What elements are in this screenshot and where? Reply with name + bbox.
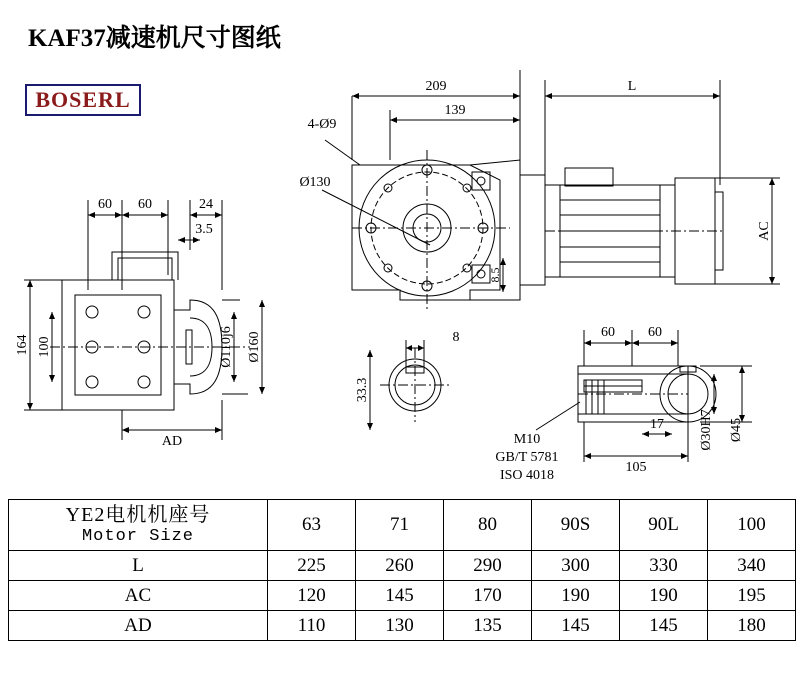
header-size-2: 80 [444,500,532,551]
cell-AD-3: 145 [532,611,620,641]
dim-label-AD: AD [161,434,183,449]
dim-label-8: 8 [452,330,460,345]
cell-AD-2: 135 [444,611,532,641]
dim-label-L: L [627,79,637,94]
label-m10: M10 [513,432,541,447]
table-row [9,581,796,611]
dim-label-d30-h7: Ø30H7 [699,409,714,451]
dim-label-33-3: 33.3 [355,377,370,403]
cell-AC-0: 120 [268,581,356,611]
cell-AC-1: 145 [356,581,444,611]
cell-L-0: 225 [268,551,356,581]
cell-L-4: 330 [620,551,708,581]
label-iso4018: ISO 4018 [499,468,555,483]
cell-AC-4: 190 [620,581,708,611]
dim-label-AC: AC [757,221,772,241]
cell-L-5: 340 [708,551,796,581]
cell-AD-0: 110 [268,611,356,641]
header-size-4: 90L [620,500,708,551]
header-size-3: 90S [532,500,620,551]
row-label-L: L [9,551,268,581]
cell-L-1: 260 [356,551,444,581]
dim-label-4-d9: 4-Ø9 [307,117,337,132]
cell-L-3: 300 [532,551,620,581]
dim-label-d130: Ø130 [299,175,331,190]
row-label-AD: AD [9,611,268,641]
table-row [9,551,796,581]
dim-label-d160: Ø160 [247,331,262,363]
header-motor-size-label [9,500,268,551]
header-size-5: 100 [708,500,796,551]
cell-AC-5: 195 [708,581,796,611]
dim-label-d45: Ø45 [729,417,744,443]
dim-label-3-5: 3.5 [195,222,213,237]
table-row [9,611,796,641]
dim-label-60-right: 60 [138,197,152,212]
dim-label-60-shaft-left: 60 [601,325,615,340]
header-label-en: Motor Size [81,526,195,546]
cell-AC-3: 190 [532,581,620,611]
dim-label-60-left: 60 [98,197,112,212]
dim-label-d110-j6: Ø110j6 [219,326,234,368]
cell-AD-1: 130 [356,611,444,641]
dim-label-164: 164 [15,334,30,356]
dim-label-60-shaft-right: 60 [648,325,662,340]
header-label-cn: YE2电机机座号 [65,503,211,526]
cell-AD-5: 180 [708,611,796,641]
brand-logo-text: BOSERL [35,87,131,112]
page-title: KAF37减速机尺寸图纸 [28,25,281,52]
cell-AC-2: 170 [444,581,532,611]
header-size-1: 71 [356,500,444,551]
dim-label-139: 139 [444,103,466,118]
dim-label-100: 100 [37,336,52,358]
dim-label-105: 105 [625,460,647,475]
dim-label-8-5: 8.5 [488,267,502,283]
table-header-row [9,500,796,551]
row-label-AC: AC [9,581,268,611]
cell-AD-4: 145 [620,611,708,641]
label-gbt5781: GB/T 5781 [495,450,559,465]
header-size-0: 63 [268,500,356,551]
dim-label-209: 209 [425,79,447,94]
cell-L-2: 290 [444,551,532,581]
dim-label-17: 17 [650,417,664,432]
spec-table [8,499,796,641]
dim-label-24: 24 [199,197,213,212]
